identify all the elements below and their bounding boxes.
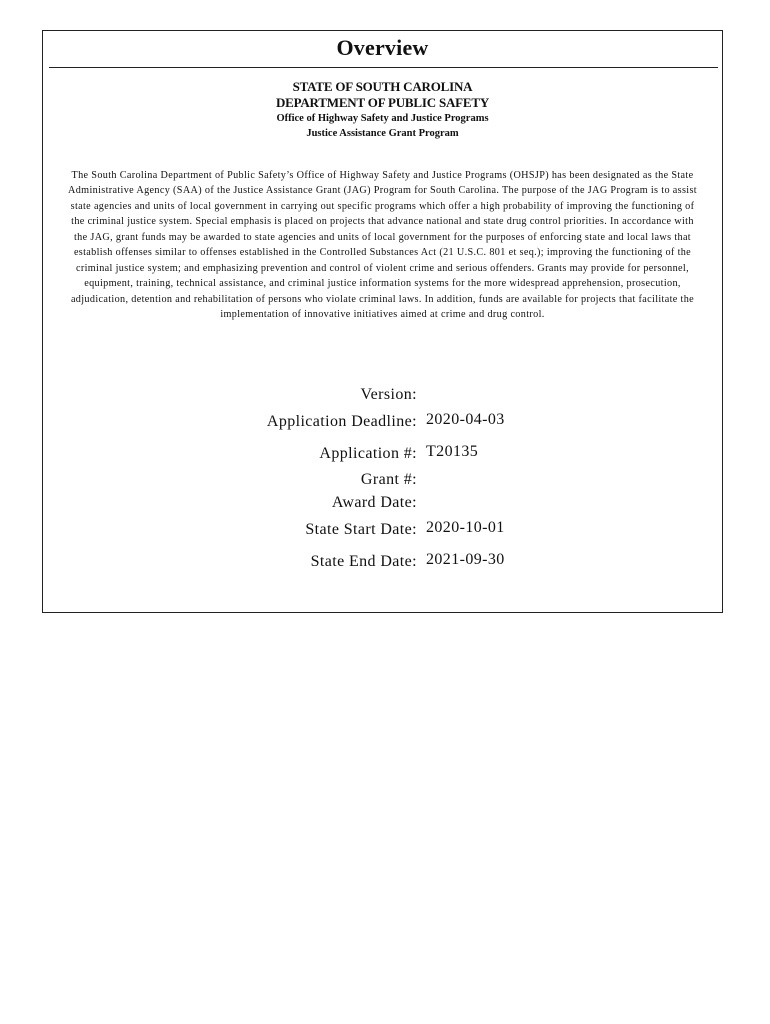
department-name: DEPARTMENT OF PUBLIC SAFETY xyxy=(275,95,490,110)
overview-panel xyxy=(42,30,723,613)
award-date-label: Award Date: xyxy=(331,494,417,511)
version-label: Version: xyxy=(360,386,417,403)
agency-header xyxy=(43,79,722,141)
state-start-date-label: State Start Date: xyxy=(305,521,417,538)
application-deadline-label: Application Deadline: xyxy=(266,413,417,430)
page-title: Overview xyxy=(336,35,429,60)
office-name: Office of Highway Safety and Justice Programs xyxy=(276,113,489,124)
application-number-label: Application #: xyxy=(319,445,417,462)
program-description: The South Carolina Department of Public Safety’s Office of Highway Safety and Justice Programs (OHSJP) has been designated as the State Administrative Agency (SAA) of the Justice Assistance Grant (JAG) Program for South Carolina. The purpose of the JAG Program is to assist state agencies and units of local government in carrying out specific programs which offer a high probability of improving the functioning of the criminal justice system. Special emphasis is placed on projects that advance national and state drug control priorities. In accordance with the JAG, grant funds may be awarded to state agencies and units of local government for the purposes of enforcing state and local laws that establish offenses similar to offenses established in the Controlled Substances Act (21 U.S.C. 801 et seq.); improving the functioning of the criminal justice system; and emphasizing prevention and control of violent crime and serious offenders. Grants may provide for personnel, equipment, training, technical assistance, and criminal justice information systems for the more widespread apprehension, prosecution, adjudication, detention and rehabilitation of persons who violate criminal laws. In addition, funds are available for projects that facilitate the implementation of innovative initiatives aimed at crime and drug control. xyxy=(68,170,697,321)
application-deadline-value: 2020-04-03 xyxy=(426,411,505,428)
state-end-date-value: 2021-09-30 xyxy=(426,551,505,568)
state-start-date-value: 2020-10-01 xyxy=(426,519,505,536)
program-name: Justice Assistance Grant Program xyxy=(306,128,459,139)
grant-number-label: Grant #: xyxy=(360,471,417,488)
state-name: STATE OF SOUTH CAROLINA xyxy=(292,79,473,94)
title-divider xyxy=(49,67,718,68)
state-end-date-label: State End Date: xyxy=(310,553,417,570)
application-number-value: T20135 xyxy=(426,443,479,460)
